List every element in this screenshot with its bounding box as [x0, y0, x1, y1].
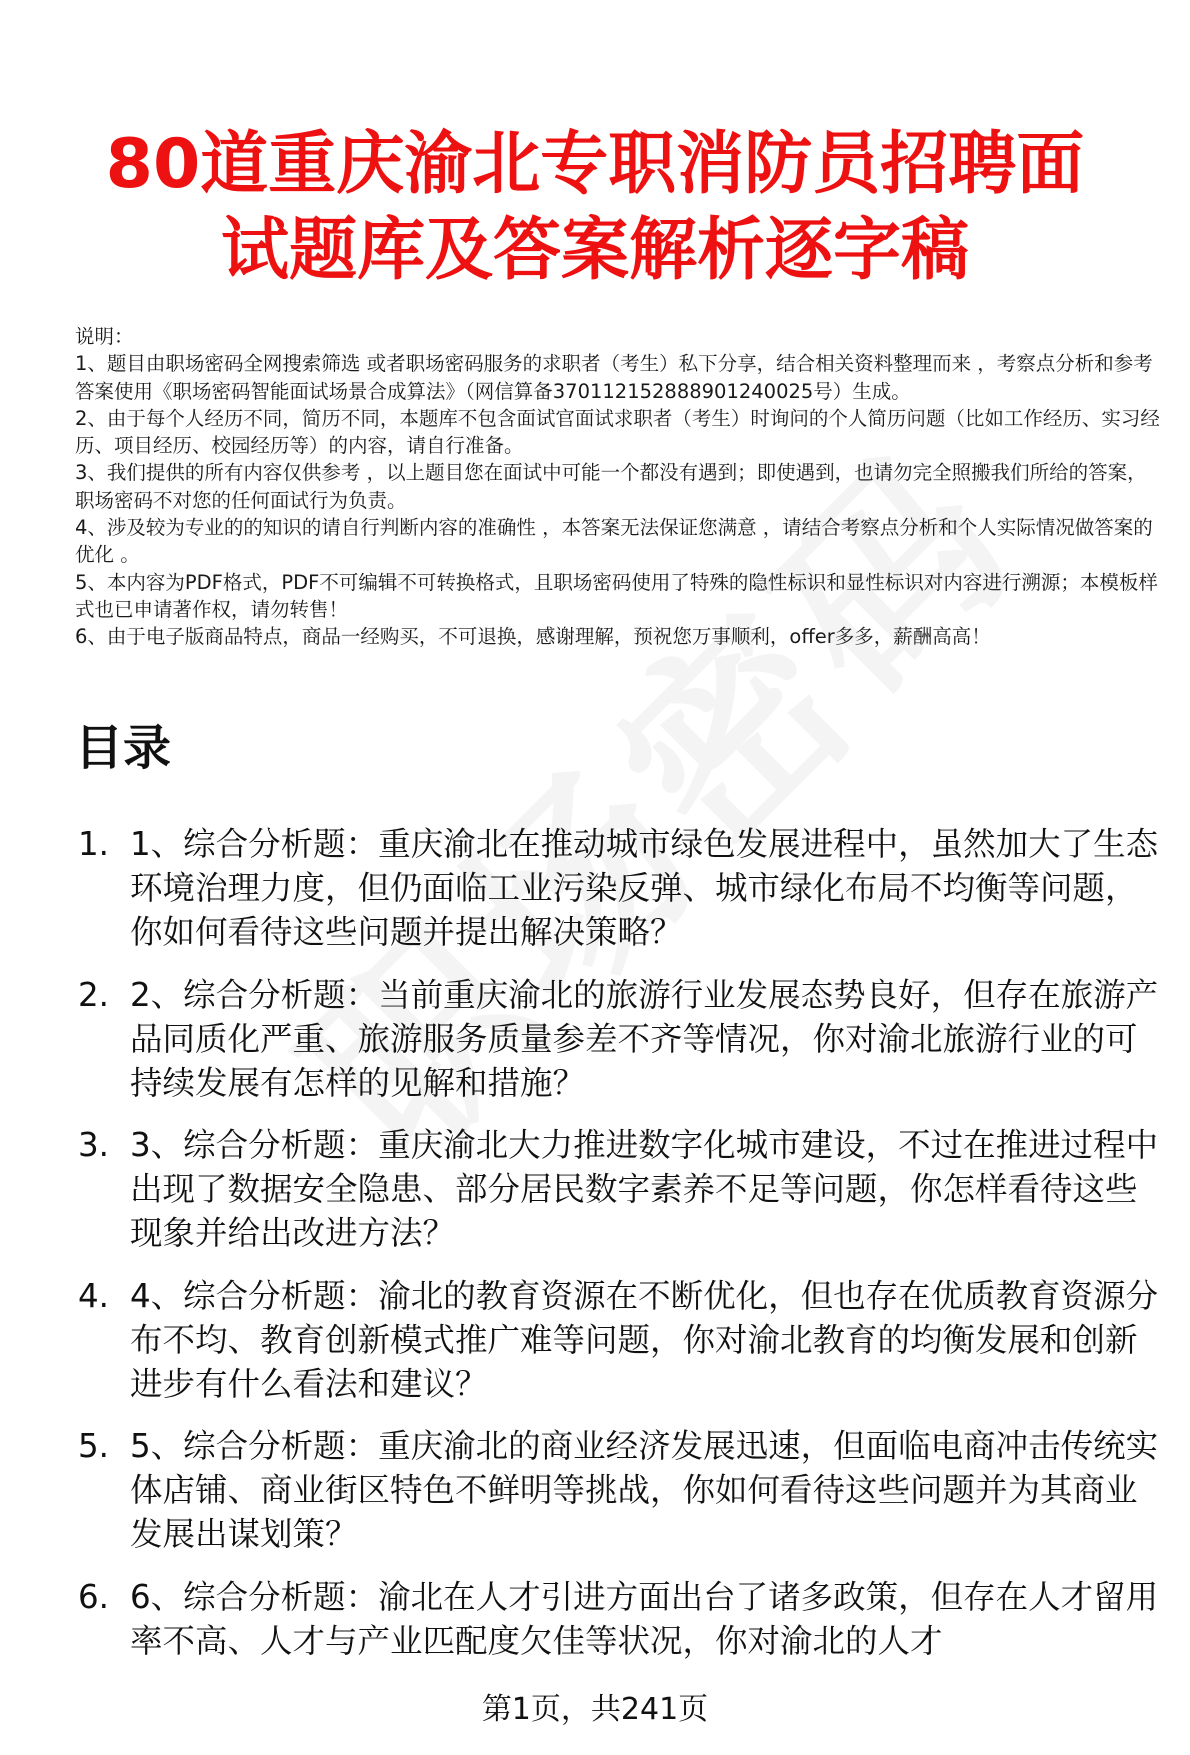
page-number: 第1页，共241页 [481, 1692, 709, 1727]
toc-item-text: 5、综合分析题：重庆渝北的商业经济发展迅速，但面临电商冲击传统实体店铺、商业街区特色不鲜明等挑战，你如何看待这些问题并为其商业发展出谋划策？ [130, 1427, 1159, 1553]
toc-item-text: 6、综合分析题：渝北在人才引进方面出台了诸多政策，但存在人才留用率不高、人才与产业匹配度欠佳等状况，你对渝北的人才 [130, 1577, 1159, 1660]
toc-item[interactable] [78, 822, 1168, 954]
toc-item-number: 1. [78, 825, 110, 863]
toc-heading: 目录 [75, 720, 172, 776]
note-item: 6、由于电子版商品特点，商品一经购买，不可退换，感谢理解，预祝您万事顺利，offer多多，薪酬高高！ [75, 625, 991, 649]
notes-section [75, 323, 1165, 651]
toc-item[interactable] [78, 1274, 1168, 1406]
toc-item-text: 1、综合分析题：重庆渝北在推动城市绿色发展进程中，虽然加大了生态环境治理力度，但仍面临工业污染反弹、城市绿化布局不均衡等问题，你如何看待这些问题并提出解决策略？ [130, 825, 1159, 951]
toc-item[interactable] [78, 1123, 1168, 1255]
toc-item-text: 2、综合分析题：当前重庆渝北的旅游行业发展态势良好，但存在旅游产品同质化严重、旅游服务质量参差不齐等情况，你对渝北旅游行业的可持续发展有怎样的见解和措施？ [130, 975, 1159, 1102]
note-item: 3、我们提供的所有内容仅供参考 ，以上题目您在面试中可能一个都没有遇到；即使遇到，也请勿完全照搬我们所给的答案，职场密码不对您的任何面试行为负责。 [75, 461, 1147, 512]
note-item: 1、题目由职场密码全网搜索筛选 或者职场密码服务的求职者（考生）私下分享，结合相关资料整理而来 ，考察点分析和参考答案使用《职场密码智能面试场景合成算法》（网信算备370112152888901240025号）生成。 [75, 352, 1153, 403]
toc-item-number: 4. [78, 1276, 110, 1315]
toc-item[interactable] [78, 1575, 1168, 1663]
toc-item[interactable] [78, 1424, 1168, 1556]
notes-heading: 说明： [75, 325, 134, 348]
note-item: 2、由于每个人经历不同，简历不同，本题库不包含面试官面试求职者（考生）时询问的个人简历问题（比如工作经历、实习经历、项目经历、校园经历等）的内容，请自行准备。 [75, 406, 1160, 458]
toc-item[interactable] [78, 973, 1168, 1105]
toc-item-text: 4、综合分析题：渝北的教育资源在不断优化，但也存在优质教育资源分布不均、教育创新模式推广难等问题，你对渝北教育的均衡发展和创新进步有什么看法和建议？ [130, 1276, 1159, 1403]
toc-item-text: 3、综合分析题：重庆渝北大力推进数字化城市建设，不过在推进过程中出现了数据安全隐患、部分居民数字素养不足等问题，你怎样看待这些现象并给出改进方法？ [130, 1126, 1159, 1252]
toc-item-number: 2. [78, 975, 110, 1014]
note-item: 5、本内容为PDF格式，PDF不可编辑不可转换格式，且职场密码使用了特殊的隐性标识和显性标识对内容进行溯源；本模板样式也已申请著作权，请勿转售！ [75, 570, 1158, 621]
note-item: 4、涉及较为专业的的知识的请自行判断内容的准确性 ，本答案无法保证您满意 ，请结合考察点分析和个人实际情况做答案的优化 。 [75, 516, 1153, 567]
document-title: 80道重庆渝北专职消防员招聘面试题库及答案解析逐字稿 [105, 125, 1085, 290]
toc-item-number: 6. [78, 1577, 110, 1616]
table-of-contents [78, 822, 1168, 1681]
toc-item-number: 5. [78, 1427, 110, 1465]
toc-item-number: 3. [78, 1126, 110, 1164]
